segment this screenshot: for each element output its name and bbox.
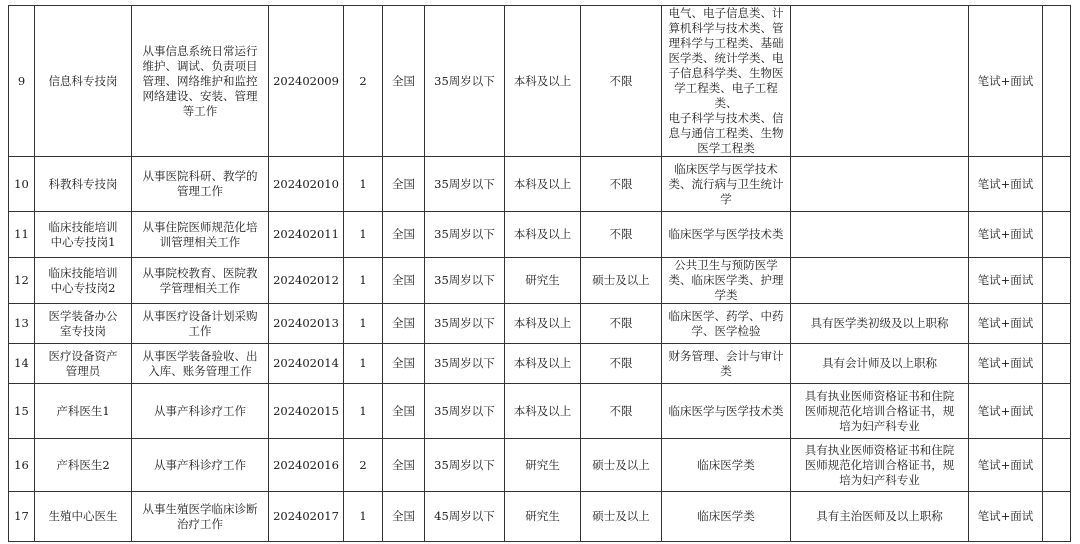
post-name-cell: 生殖中心医生 [35, 492, 132, 542]
remark-cell [1043, 384, 1071, 439]
education-cell: 研究生 [505, 258, 581, 304]
table-row [9, 384, 1071, 439]
post-code-cell: 202402016 [269, 439, 344, 492]
age-requirement-cell: 35周岁以下 [425, 6, 505, 157]
job-duty-cell: 从事产科诊疗工作 [132, 384, 269, 439]
row-number-cell: 11 [9, 212, 35, 258]
major-cell: 财务管理、会计与审计 类 [662, 344, 791, 384]
recruit-count-cell: 1 [344, 344, 383, 384]
job-duty-cell: 从事住院医师规范化培 训管理相关工作 [132, 212, 269, 258]
exam-method-cell: 笔试+面试 [969, 212, 1043, 258]
job-duty-cell: 从事医疗设备计划采购 工作 [132, 304, 269, 344]
recruit-scope-cell: 全国 [383, 212, 425, 258]
degree-cell: 硕士及以上 [581, 439, 662, 492]
exam-method-cell: 笔试+面试 [969, 492, 1043, 542]
degree-cell: 不限 [581, 6, 662, 157]
exam-method-cell: 笔试+面试 [969, 384, 1043, 439]
exam-method-cell: 笔试+面试 [969, 344, 1043, 384]
age-requirement-cell: 45周岁以下 [425, 492, 505, 542]
major-cell: 临床医学与医学技术类 [662, 212, 791, 258]
row-number-cell: 14 [9, 344, 35, 384]
degree-cell: 不限 [581, 304, 662, 344]
other-requirement-cell [791, 212, 969, 258]
row-number-cell: 13 [9, 304, 35, 344]
recruit-count-cell: 1 [344, 157, 383, 212]
age-requirement-cell: 35周岁以下 [425, 157, 505, 212]
remark-cell [1043, 492, 1071, 542]
row-number-cell: 17 [9, 492, 35, 542]
remark-cell [1043, 439, 1071, 492]
education-cell: 研究生 [505, 492, 581, 542]
post-code-cell: 202402012 [269, 258, 344, 304]
recruit-scope-cell: 全国 [383, 6, 425, 157]
row-number-cell: 9 [9, 6, 35, 157]
major-cell: 公共卫生与预防医学 类、临床医学类、护理 学类 [662, 258, 791, 304]
recruit-count-cell: 2 [344, 6, 383, 157]
exam-method-cell: 笔试+面试 [969, 258, 1043, 304]
remark-cell [1043, 304, 1071, 344]
table-row [9, 304, 1071, 344]
age-requirement-cell: 35周岁以下 [425, 439, 505, 492]
exam-method-cell: 笔试+面试 [969, 304, 1043, 344]
recruit-count-cell: 1 [344, 304, 383, 344]
degree-cell: 硕士及以上 [581, 258, 662, 304]
job-duty-cell: 从事生殖医学临床诊断 治疗工作 [132, 492, 269, 542]
recruit-scope-cell: 全国 [383, 492, 425, 542]
row-number-cell: 12 [9, 258, 35, 304]
education-cell: 本科及以上 [505, 6, 581, 157]
post-name-cell: 临床技能培训 中心专技岗2 [35, 258, 132, 304]
remark-cell [1043, 6, 1071, 157]
post-name-cell: 产科医生1 [35, 384, 132, 439]
education-cell: 本科及以上 [505, 212, 581, 258]
job-duty-cell: 从事信息系统日常运行 维护、调试、负责项目 管理、网络维护和监控 网络建设、安装、管理 等工作 [132, 6, 269, 157]
post-name-cell: 产科医生2 [35, 439, 132, 492]
age-requirement-cell: 35周岁以下 [425, 258, 505, 304]
table-body [9, 6, 1071, 542]
row-number-cell: 10 [9, 157, 35, 212]
recruit-count-cell: 1 [344, 258, 383, 304]
recruit-scope-cell: 全国 [383, 384, 425, 439]
other-requirement-cell: 具有医学类初级及以上职称 [791, 304, 969, 344]
age-requirement-cell: 35周岁以下 [425, 344, 505, 384]
remark-cell [1043, 157, 1071, 212]
recruitment-table [8, 5, 1071, 542]
recruit-scope-cell: 全国 [383, 157, 425, 212]
other-requirement-cell: 具有主治医师及以上职称 [791, 492, 969, 542]
job-duty-cell: 从事医院科研、教学的 管理工作 [132, 157, 269, 212]
major-cell: 电气、电子信息类、计 算机科学与技术类、管 理科学与工程类、基础 医学类、统计学类、电 子信息科学类、生物医 学工程类、电子工程类、 电子科学与技术类、信 息与通信工程类、生物 医学工程类 [662, 6, 791, 157]
other-requirement-cell [791, 157, 969, 212]
recruit-scope-cell: 全国 [383, 344, 425, 384]
recruit-count-cell: 1 [344, 212, 383, 258]
table-row [9, 212, 1071, 258]
exam-method-cell: 笔试+面试 [969, 157, 1043, 212]
major-cell: 临床医学与医学技术类 [662, 384, 791, 439]
degree-cell: 不限 [581, 212, 662, 258]
post-code-cell: 202402011 [269, 212, 344, 258]
education-cell: 研究生 [505, 439, 581, 492]
post-name-cell: 医疗设备资产 管理员 [35, 344, 132, 384]
recruit-scope-cell: 全国 [383, 258, 425, 304]
table-row [9, 344, 1071, 384]
education-cell: 本科及以上 [505, 304, 581, 344]
degree-cell: 不限 [581, 384, 662, 439]
post-name-cell: 医学装备办公 室专技岗 [35, 304, 132, 344]
education-cell: 本科及以上 [505, 344, 581, 384]
other-requirement-cell: 具有执业医师资格证书和住院 医师规范化培训合格证书，规 培为妇产科专业 [791, 384, 969, 439]
post-code-cell: 202402015 [269, 384, 344, 439]
age-requirement-cell: 35周岁以下 [425, 384, 505, 439]
post-code-cell: 202402010 [269, 157, 344, 212]
recruit-count-cell: 1 [344, 384, 383, 439]
education-cell: 本科及以上 [505, 157, 581, 212]
education-cell: 本科及以上 [505, 384, 581, 439]
major-cell: 临床医学、药学、中药 学、医学检验 [662, 304, 791, 344]
other-requirement-cell: 具有执业医师资格证书和住院 医师规范化培训合格证书，规 培为妇产科专业 [791, 439, 969, 492]
post-code-cell: 202402014 [269, 344, 344, 384]
post-code-cell: 202402017 [269, 492, 344, 542]
age-requirement-cell: 35周岁以下 [425, 212, 505, 258]
remark-cell [1043, 212, 1071, 258]
other-requirement-cell: 具有会计师及以上职称 [791, 344, 969, 384]
table-row [9, 258, 1071, 304]
row-number-cell: 15 [9, 384, 35, 439]
row-number-cell: 16 [9, 439, 35, 492]
post-code-cell: 202402013 [269, 304, 344, 344]
post-name-cell: 科教科专技岗 [35, 157, 132, 212]
degree-cell: 不限 [581, 344, 662, 384]
remark-cell [1043, 258, 1071, 304]
exam-method-cell: 笔试+面试 [969, 6, 1043, 157]
recruit-count-cell: 2 [344, 439, 383, 492]
age-requirement-cell: 35周岁以下 [425, 304, 505, 344]
remark-cell [1043, 344, 1071, 384]
table-row [9, 157, 1071, 212]
major-cell: 临床医学与医学技术 类、流行病与卫生统计 学 [662, 157, 791, 212]
degree-cell: 不限 [581, 157, 662, 212]
job-duty-cell: 从事院校教育、医院教 学管理相关工作 [132, 258, 269, 304]
table-row [9, 439, 1071, 492]
degree-cell: 硕士及以上 [581, 492, 662, 542]
post-name-cell: 临床技能培训 中心专技岗1 [35, 212, 132, 258]
major-cell: 临床医学类 [662, 439, 791, 492]
table-row [9, 492, 1071, 542]
job-duty-cell: 从事产科诊疗工作 [132, 439, 269, 492]
major-cell: 临床医学类 [662, 492, 791, 542]
table-row [9, 6, 1071, 157]
recruit-scope-cell: 全国 [383, 304, 425, 344]
other-requirement-cell [791, 258, 969, 304]
recruit-count-cell: 1 [344, 492, 383, 542]
post-name-cell: 信息科专技岗 [35, 6, 132, 157]
job-duty-cell: 从事医学装备验收、出 入库、账务管理工作 [132, 344, 269, 384]
other-requirement-cell [791, 6, 969, 157]
post-code-cell: 202402009 [269, 6, 344, 157]
recruit-scope-cell: 全国 [383, 439, 425, 492]
exam-method-cell: 笔试+面试 [969, 439, 1043, 492]
